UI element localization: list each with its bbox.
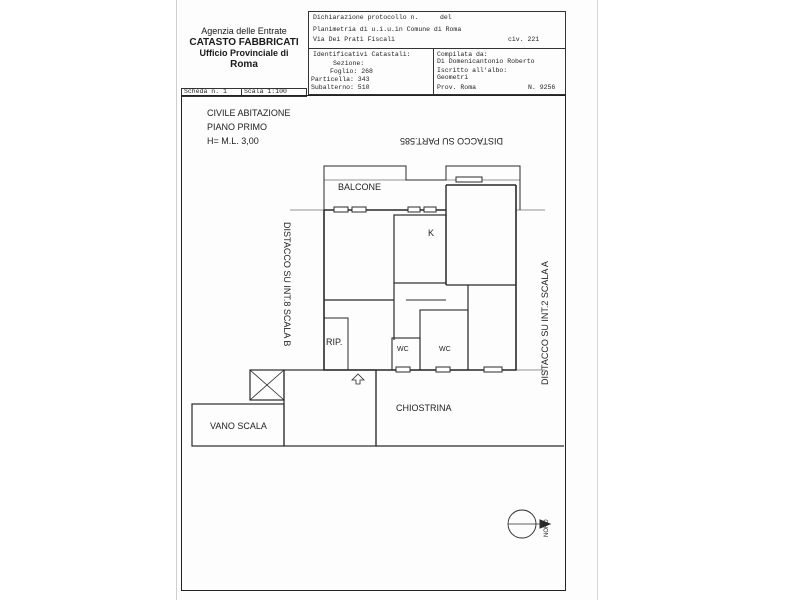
courtyard-label: CHIOSTRINA — [396, 403, 452, 413]
wc-room-2 — [420, 310, 468, 370]
del-label: del — [440, 14, 452, 21]
scale-label: Scala 1:100 — [244, 88, 287, 95]
landing-area — [284, 370, 376, 446]
left-distance-label: DISTACCO SU INT.8 SCALA B — [282, 222, 292, 347]
address-label: Via Dei Prati Fiscali — [313, 36, 395, 43]
wc-room-1 — [392, 338, 420, 370]
civic-number: civ. 221 — [508, 36, 540, 43]
kitchen-label: K — [428, 228, 435, 238]
albo-value: Geometri — [437, 74, 469, 81]
stairwell-label: VANO SCALA — [210, 421, 267, 431]
balcony-label: BALCONE — [338, 182, 382, 192]
compilata-label: Compilata da: — [437, 51, 488, 58]
top-distance-label: DISTACCO SU PART.585 — [399, 136, 503, 146]
wc-label-1: WC — [397, 346, 409, 353]
registration-number: N. 9256 — [528, 84, 556, 91]
province-label: Prov. Roma — [437, 84, 477, 91]
right-distance-label: DISTACCO SU INT.2 SCALA A — [540, 261, 550, 385]
compilatore-name: Di Domenicantonio Roberto — [437, 58, 535, 65]
storage-label: RIP. — [326, 337, 343, 347]
agency-name: Agenzia delle Entrate — [201, 26, 287, 36]
north-label: NORD — [544, 519, 550, 537]
height-label: H= M.L. 3,00 — [207, 136, 259, 146]
dichiarazione-label: Dichiarazione protocollo n. — [313, 14, 419, 21]
wc-label-2: WC — [439, 346, 451, 353]
kitchen-room — [394, 215, 446, 283]
foglio-label: Foglio: 268 — [330, 68, 373, 75]
sezione-label: Sezione: — [333, 60, 365, 67]
iscritto-label: Iscritto all'albo: — [437, 67, 508, 74]
office-city: Roma — [230, 59, 258, 70]
planimetria-label: Planimetria di u.i.u.in Comune di Roma — [313, 26, 462, 33]
office-label: Ufficio Provinciale di — [199, 48, 289, 58]
scheda-number: Scheda n. 1 — [184, 88, 227, 95]
use-label: CIVILE ABITAZIONE — [207, 108, 291, 118]
floor-label: PIANO PRIMO — [207, 122, 268, 132]
catasto-title: CATASTO FABBRICATI — [189, 37, 299, 48]
particella-label: Particella: 343 — [311, 76, 370, 83]
subalterno-label: Subalterno: 510 — [311, 84, 370, 91]
identificativi-label: Identificativi Catastali: — [313, 51, 411, 58]
